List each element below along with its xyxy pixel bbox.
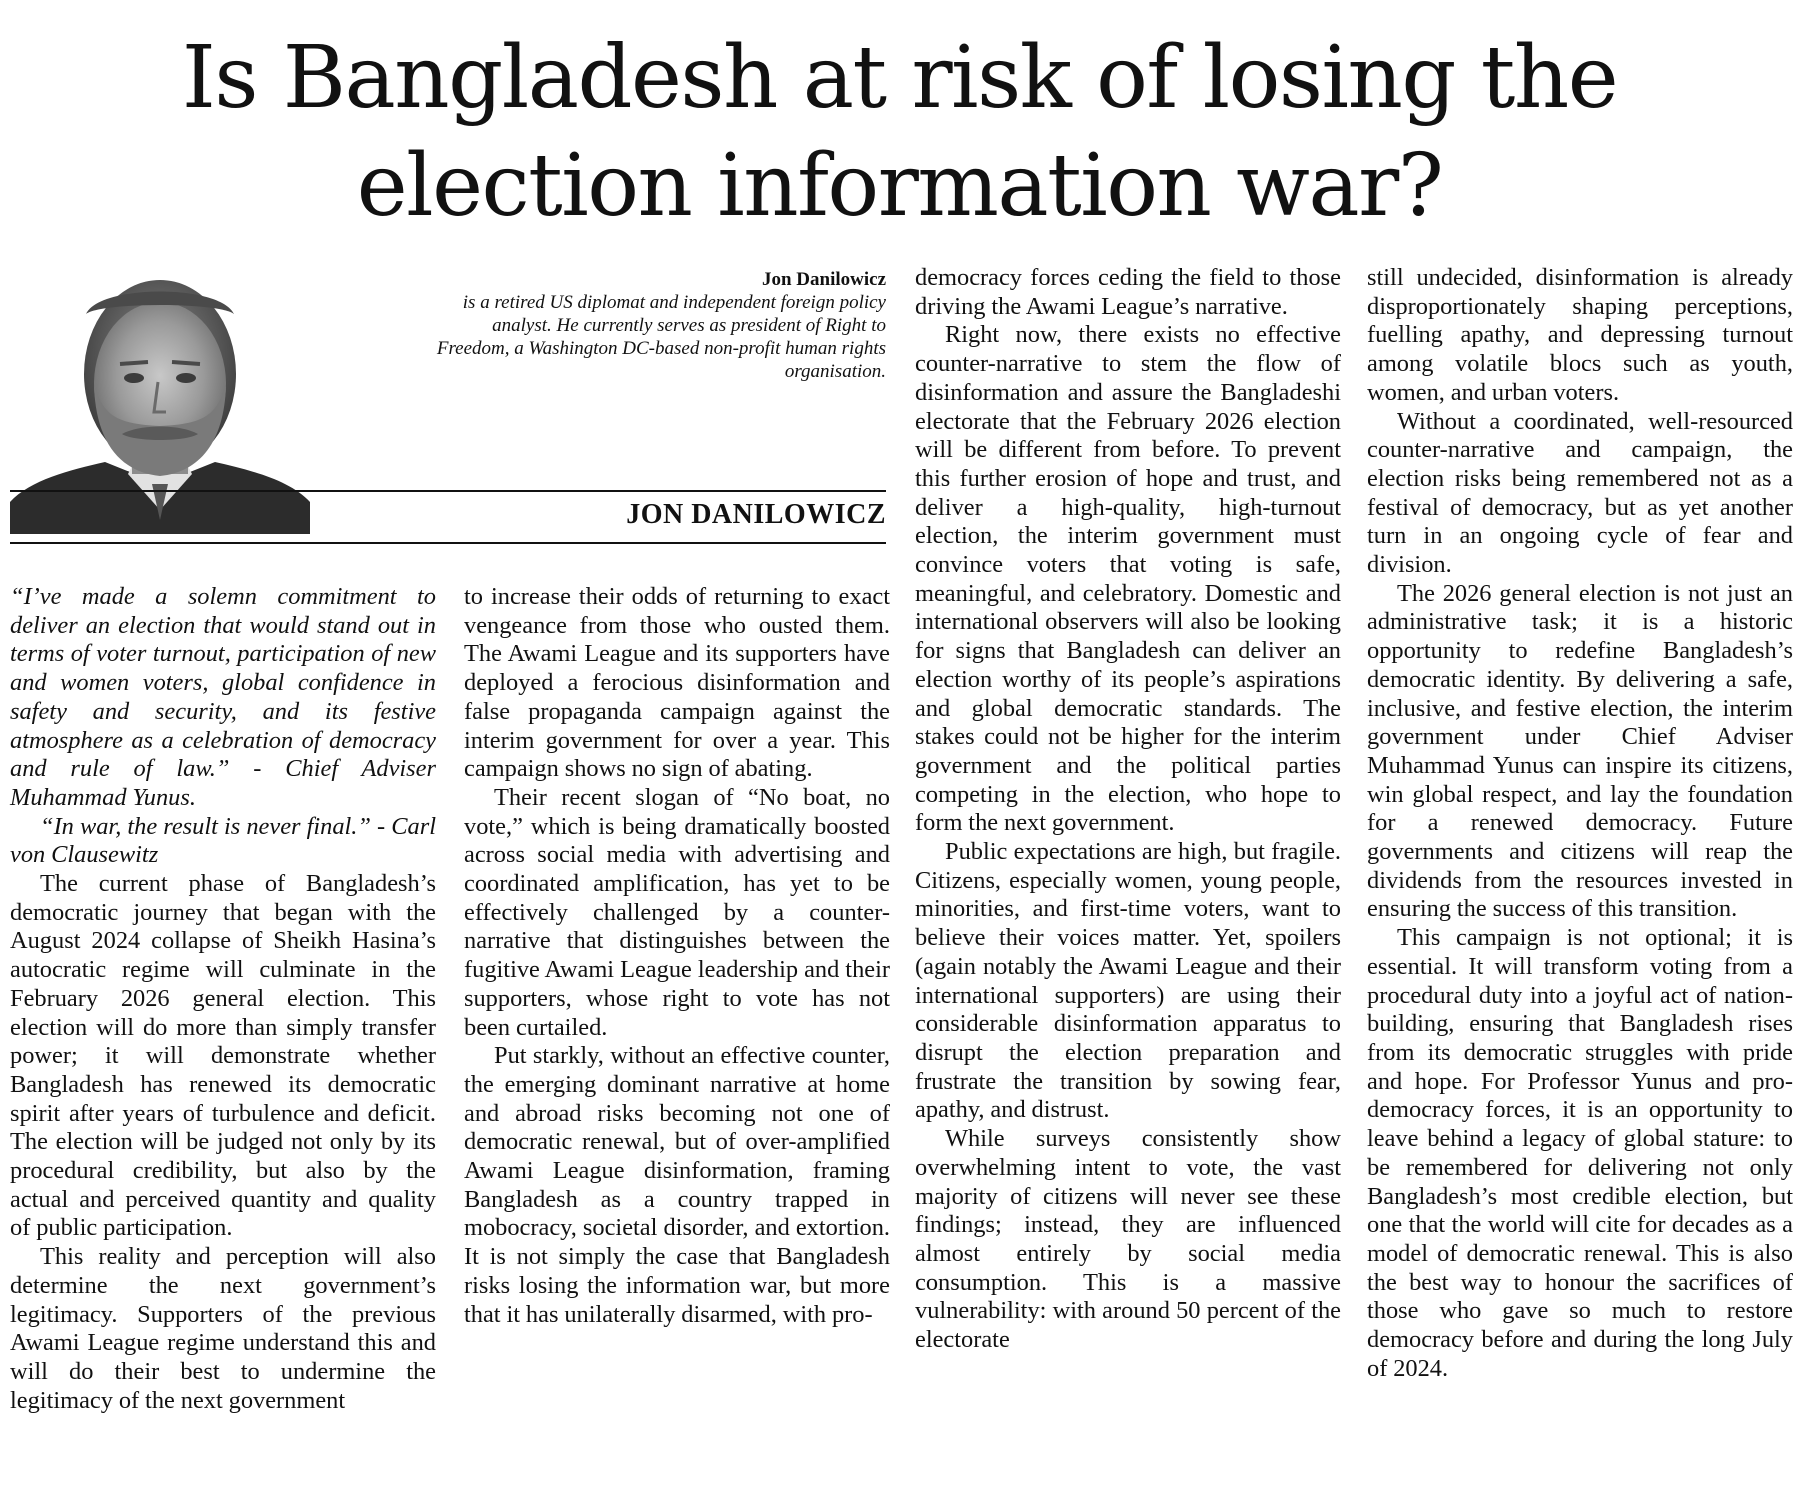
paragraph: Without a coordinated, well-resourced counter-narrative and campaign, the election risks being remembered not as a festival of democracy, but as yet another turn in an ongoing cycle of fear and division. — [1367, 407, 1793, 579]
bio-text: is a retired US diplomat and independent foreign policy analyst. He currently serves as president of Right to Freedom, a Washington DC-based non-profit human rights organisation. — [436, 292, 886, 382]
paragraph: Right now, there exists no effective counter-narrative to stem the flow of disinformation and assure the Bangladeshi electorate that the February 2026 election will be different from before. To prevent this further erosion of hope and trust, and deliver a high-quality, high-turnout election, the interim government must convince voters that voting is safe, meaningful, and celebratory. Domestic and international observers will also be looking for signs that Bangladesh can deliver an election worthy of its people’s aspirations and global democratic standards. The stakes could not be higher for the interim government and the political parties competing in the election, who hope to form the next government. — [915, 321, 1341, 837]
bio-name: Jon Danilowicz — [761, 269, 886, 290]
headline-line-2: election information war? — [356, 136, 1443, 236]
paragraph: The current phase of Bangladesh’s democratic journey that began with the August 2024 collapse of Sheikh Hasina’s autocratic regime will culminate in the February 2026 general election. This election will do more than simply transfer power; it will demonstrate whether Bangladesh has renewed its democratic spirit after years of turbulence and deficit. The election will be judged not only by its procedural credibility, but also by the actual and perceived quantity and quality of public participation. — [10, 870, 436, 1242]
paragraph: democracy forces ceding the field to those driving the Awami League’s narrative. — [915, 264, 1341, 320]
paragraph: While surveys consistently show overwhelming intent to vote, the vast majority of citizens will never see these findings; instead, they are influenced almost entirely by social media consumption. This is a massive vulnerability: with around 50 percent of the electorate — [915, 1125, 1341, 1354]
paragraph: Put starkly, without an effective counter, the emerging dominant narrative at home and abroad risks becoming not one of democratic renewal, but of over-amplified Awami League disinformation, framing Bangladesh as a country trapped in mobocracy, societal disorder, and extortion. It is not simply the case that Bangladesh risks losing the information war, but more that it has unilaterally disarmed, with pro- — [464, 1042, 890, 1328]
article-column-4 — [1367, 264, 1793, 1383]
paragraph: Public expectations are high, but fragile. Citizens, especially women, young people, minorities, and first-time voters, want to believe their voices matter. Yet, spoilers (again notably the Awami League and their international supporters) are using their considerable disinformation apparatus to disrupt the election preparation and frustrate the transition by sowing fear, apathy, and distrust. — [915, 838, 1341, 1124]
byline: JON DANILOWICZ — [626, 499, 886, 530]
author-portrait-icon — [10, 274, 310, 534]
paragraph: The 2026 general election is not just an administrative task; it is a historic opportunity to redefine Bangladesh’s democratic identity. By delivering a safe, inclusive, and festive election, the interim government under Chief Adviser Muhammad Yunus can inspire its citizens, win global respect, and lay the foundation for a renewed democracy. Future governments and citizens will reap the dividends from the resources invested in ensuring the success of this transition. — [1367, 579, 1793, 923]
epigraph-yunus: “I’ve made a solemn commitment to deliver an election that would stand out in terms of voter turnout, participation of new and women voters, global confidence in safety and security, and its festive atmosphere as a celebration of democracy and rule of law.” - Chief Adviser Muhammad Yunus. — [10, 583, 436, 811]
headline — [0, 24, 1799, 240]
byline-rule-bottom — [10, 542, 886, 544]
paragraph: to increase their odds of returning to exact vengeance from those who ousted them. The Awami League and its supporters have deployed a ferocious disinformation and false propaganda campaign against the interim government for over a year. This campaign shows no sign of abating. — [464, 583, 890, 783]
paragraph: Their recent slogan of “No boat, no vote,” which is being dramatically boosted across social media with advertising and coordinated amplification, has yet to be effectively challenged by a counter-narrative that distinguishes between the fugitive Awami League leadership and their supporters, whose right to vote has not been curtailed. — [464, 783, 890, 1041]
paragraph: This reality and perception will also determine the next government’s legitimacy. Supporters of the previous Awami League regime understand this and will do their best to undermine the legitimacy of the next government — [10, 1243, 436, 1414]
article-column-3 — [915, 264, 1341, 1355]
headline-line-1: Is Bangladesh at risk of losing the — [181, 28, 1618, 128]
byline-rule-top — [10, 490, 886, 492]
paragraph: This campaign is not optional; it is essential. It will transform voting from a procedural duty into a joyful act of nation-building, ensuring that Bangladesh rises from its democratic struggles with pride and hope. For Professor Yunus and pro-democracy forces, it is an opportunity to leave behind a legacy of global stature: to be remembered for delivering not only Bangladesh’s most credible election, but one that the world will cite for decades as a model of democratic renewal. This is also the best way to honour the sacrifices of those who gave so much to restore democracy before and during the long July of 2024. — [1367, 924, 1793, 1382]
article-column-2 — [464, 583, 890, 1329]
epigraph-clausewitz: “In war, the result is never final.” - Carl von Clausewitz — [10, 812, 436, 869]
paragraph: still undecided, disinformation is already disproportionately shaping perceptions, fuelling apathy, and depressing turnout among volatile blocs such as youth, women, and urban voters. — [1367, 264, 1793, 406]
author-bio — [426, 268, 886, 383]
article-column-1 — [10, 583, 436, 1415]
